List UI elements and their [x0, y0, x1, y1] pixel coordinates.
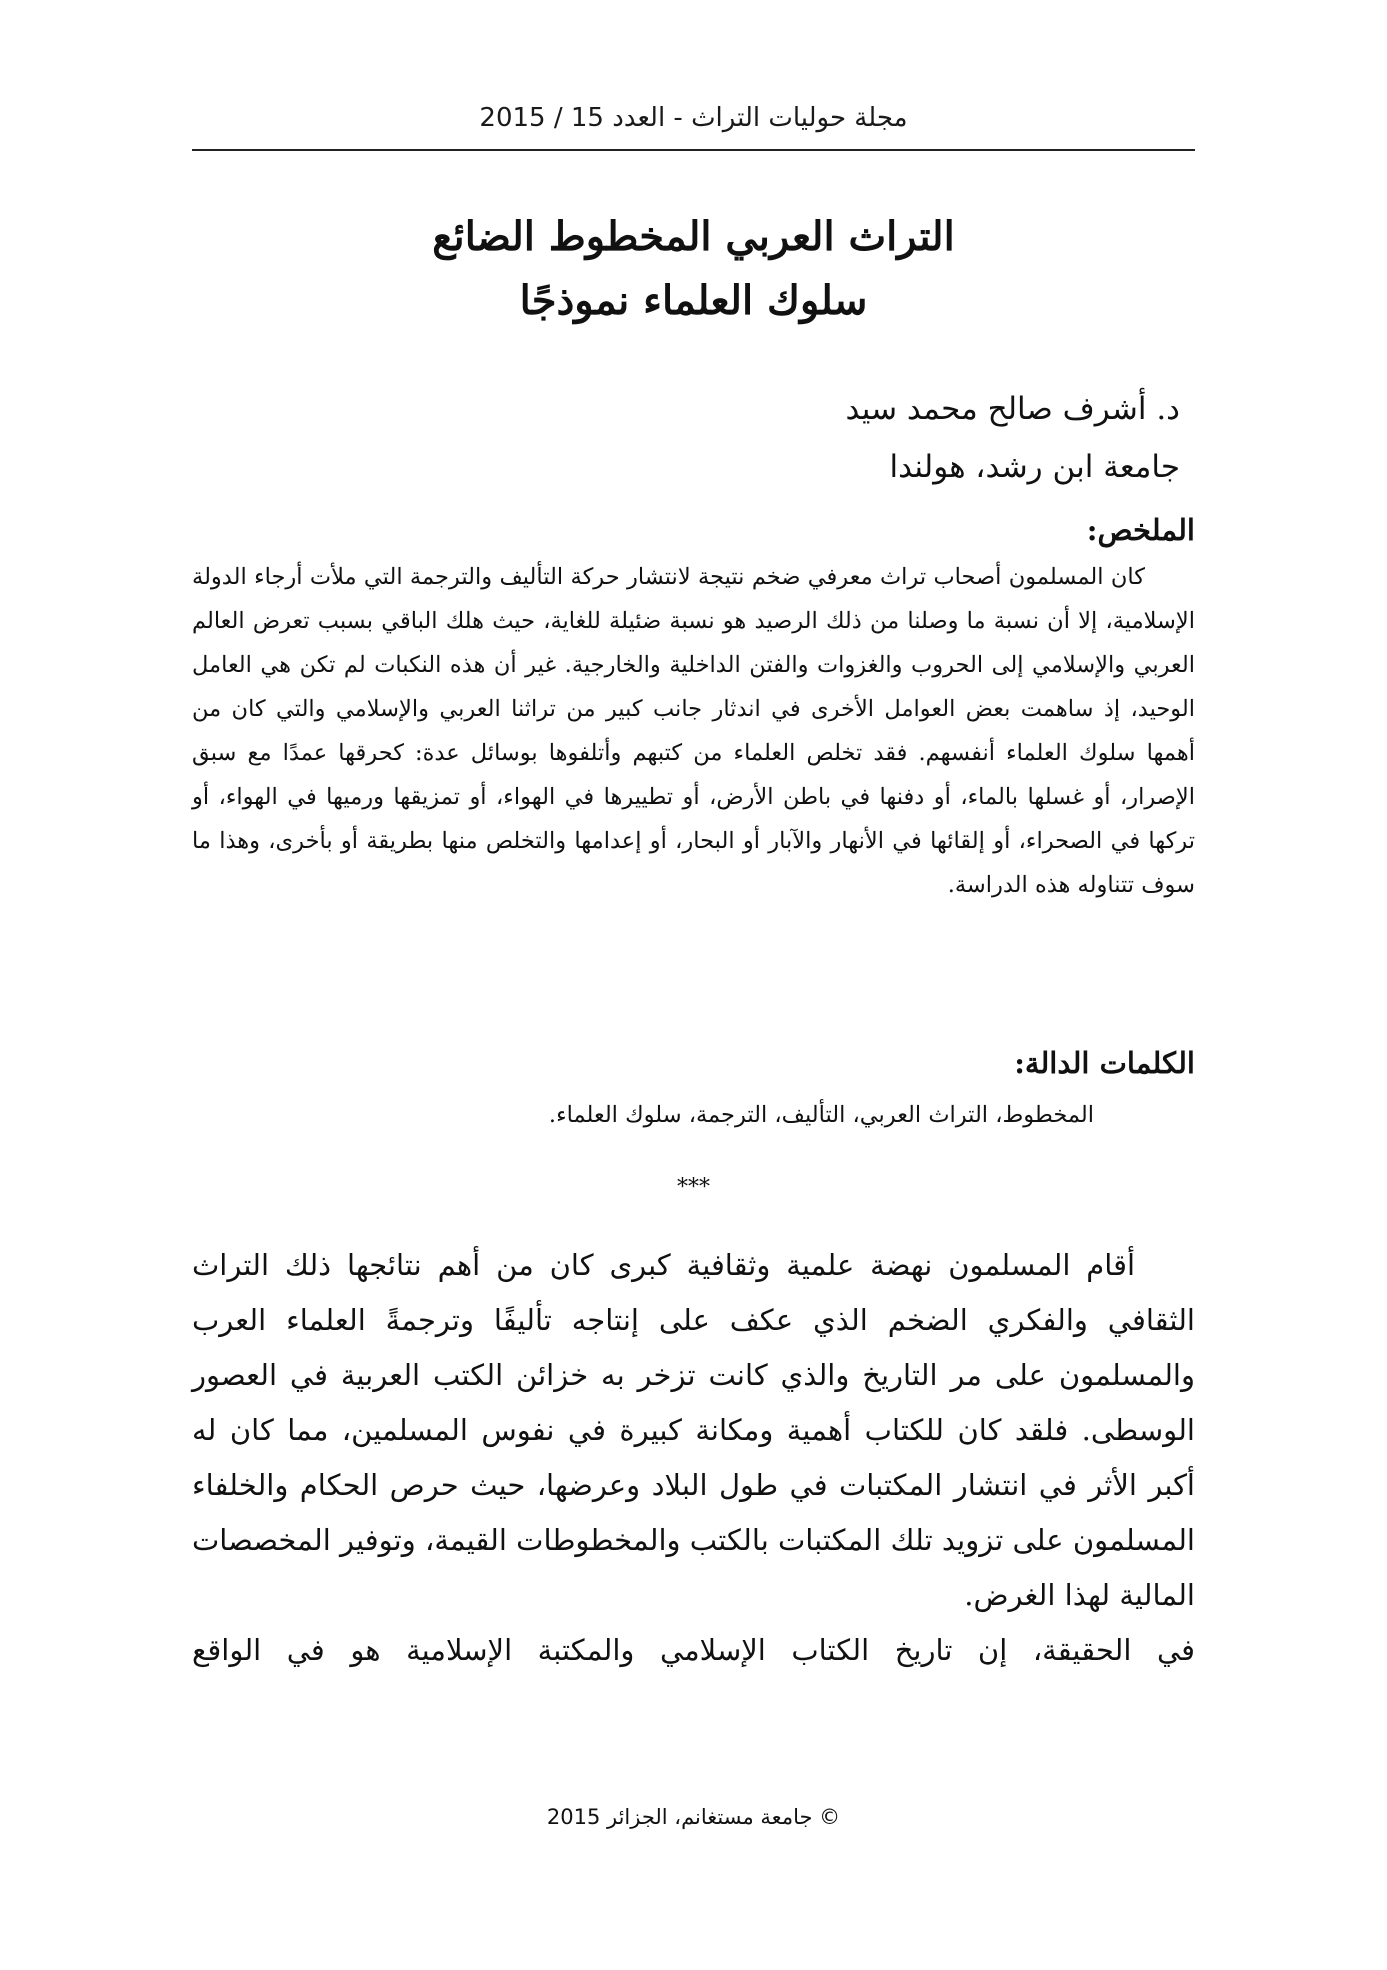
title-line-2: سلوك العلماء نموذجًا [519, 277, 868, 324]
running-head: مجلة حوليات التراث - العدد 15 / 2015 [479, 103, 908, 133]
body-paragraph-2: في الحقيقة، إن تاريخ الكتاب الإسلامي والمكتبة الإسلامية هو في الواقع [192, 1633, 1195, 1667]
keywords-text: المخطوط، التراث العربي، التأليف، الترجمة، سلوك العلماء. [548, 1102, 1094, 1128]
footer-copyright: © جامعة مستغانم، الجزائر 2015 [546, 1805, 841, 1829]
section-separator: *** [677, 1175, 710, 1200]
abstract-heading: الملخص: [1086, 513, 1195, 547]
body-paragraph-1: أقام المسلمون نهضة علمية وثقافية كبرى كان من أهم نتائجها ذلك التراث الثقافي والفكري الضخم الذي عكف على إنتاجه تأليفًا وترجمةً العلماء العرب والمسلمون على مر التاريخ والذي كانت تزخر به خزائن الكتب العربية في العصور الوسطى. فلقد كان للكتاب أهمية ومكانة كبيرة في نفوس المسلمين، مما كان له أكبر الأثر في انتشار المكتبات في طول البلاد وعرضها، حيث حرص الحكام والخلفاء المسلمون على تزويد تلك المكتبات بالكتب والمخطوطات القيمة، وتوفير المخصصات المالية لهذا الغرض. [192, 1248, 1195, 1612]
article-title [192, 205, 1195, 333]
article-body [192, 1238, 1195, 1678]
author-name: د. أشرف صالح محمد سيد [845, 391, 1180, 427]
header-rule [192, 149, 1195, 151]
title-line-1: التراث العربي المخطوط الضائع [432, 213, 955, 260]
abstract-text: كان المسلمون أصحاب تراث معرفي ضخم نتيجة لانتشار حركة التأليف والترجمة التي ملأت أرجاء الدولة الإسلامية، إلا أن نسبة ما وصلنا من ذلك الرصيد هو نسبة ضئيلة للغاية، حيث هلك الباقي بسبب تعرض العالم العربي والإسلامي إلى الحروب والغزوات والفتن الداخلية والخارجية. غير أن هذه النكبات لم تكن هي العامل الوحيد، إذ ساهمت بعض العوامل الأخرى في اندثار جانب كبير من تراثنا العربي والإسلامي والتي كان من أهمها سلوك العلماء أنفسهم. فقد تخلص العلماء من كتبهم وأتلفوها بوسائل عدة: كحرقها عمدًا مع سبق الإصرار، أو غسلها بالماء، أو دفنها في باطن الأرض، أو تطييرها في الهواء، أو تمزيقها ورميها في الهواء، أو تركها في الصحراء، أو إلقائها في الأنهار والآبار أو البحار، أو إعدامها والتخلص منها بطريقة أو بأخرى، وهذا ما سوف تتناوله هذه الدراسة. [192, 564, 1195, 898]
author-block [480, 380, 1180, 496]
keywords-heading: الكلمات الدالة: [1014, 1046, 1195, 1080]
author-affiliation: جامعة ابن رشد، هولندا [889, 449, 1180, 485]
